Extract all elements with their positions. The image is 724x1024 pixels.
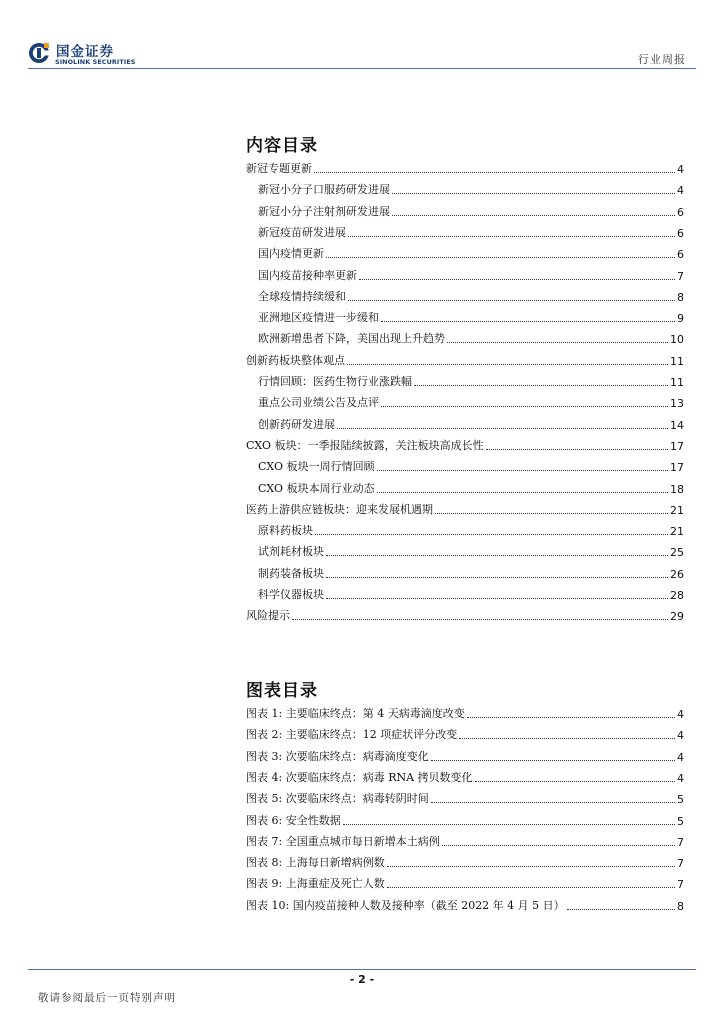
toc-entry[interactable] bbox=[246, 416, 684, 432]
toc-entry[interactable] bbox=[246, 352, 684, 368]
figure-entry[interactable] bbox=[246, 726, 684, 742]
figure-entry-label: 图表 8: 上海每日新增病例数 bbox=[246, 856, 385, 870]
toc-entry-page-number: 28 bbox=[670, 589, 684, 602]
toc-entry-label: 国内疫情更新 bbox=[258, 247, 324, 261]
dot-leader bbox=[326, 257, 675, 258]
toc-entry-page-number: 29 bbox=[670, 610, 684, 624]
dot-leader bbox=[292, 619, 668, 620]
dot-leader bbox=[326, 598, 668, 599]
logo-chinese-name: 国金证券 bbox=[56, 44, 114, 60]
toc-entry-label: 创新药板块整体观点 bbox=[246, 353, 345, 367]
dot-leader bbox=[326, 577, 668, 578]
toc-entry-label: 新冠小分子口服药研发进展 bbox=[258, 183, 390, 197]
toc-entry-label: 新冠专题更新 bbox=[246, 162, 312, 175]
toc-entry[interactable] bbox=[246, 224, 684, 240]
figure-entry-label: 图表 9: 上海重症及死亡人数 bbox=[246, 877, 385, 891]
toc-entry[interactable] bbox=[246, 522, 684, 538]
figure-entry-page-number: 8 bbox=[677, 899, 684, 913]
toc-entry-page-number: 18 bbox=[670, 482, 684, 496]
toc-entry-page-number: 26 bbox=[670, 567, 684, 581]
toc-entry-label: CXO 板块：一季报陆续披露，关注板块高成长性 bbox=[246, 438, 484, 452]
dot-leader bbox=[348, 300, 675, 301]
toc-entry-label: 原料药板块 bbox=[258, 524, 313, 538]
figure-entry-page-number: 4 bbox=[677, 750, 684, 764]
dot-leader bbox=[387, 866, 675, 867]
toc-entry-page-number: 11 bbox=[670, 376, 684, 389]
disclaimer-text: 敬请参阅最后一页特别声明 bbox=[38, 992, 176, 1004]
toc-entry[interactable] bbox=[246, 586, 684, 602]
dot-leader bbox=[381, 321, 675, 322]
figure-entry[interactable] bbox=[246, 875, 684, 891]
figure-entry-page-number: 5 bbox=[677, 814, 684, 828]
toc-entry-label: 欧洲新增患者下降，美国出现上升趋势 bbox=[258, 332, 445, 346]
toc-entry-label: 医药上游供应链板块：迎来发展机遇期 bbox=[246, 502, 433, 516]
header-divider bbox=[28, 68, 696, 69]
figure-entry[interactable] bbox=[246, 854, 684, 870]
toc-entry-page-number: 4 bbox=[677, 163, 684, 176]
dot-leader bbox=[431, 760, 675, 761]
figure-entry[interactable] bbox=[246, 769, 684, 785]
toc-entry-page-number: 6 bbox=[677, 226, 684, 240]
toc-entry-page-number: 25 bbox=[670, 546, 684, 560]
toc-entry-label: 重点公司业绩公告及点评 bbox=[258, 396, 379, 410]
dot-leader bbox=[567, 909, 675, 910]
report-type-label: 行业周报 bbox=[638, 53, 686, 66]
page-header bbox=[0, 0, 724, 72]
figure-entry-page-number: 4 bbox=[677, 771, 684, 785]
toc-entry-label: 新冠疫苗研发进展 bbox=[258, 225, 346, 239]
figure-entry-label: 图表 7: 全国重点城市每日新增本土病例 bbox=[246, 834, 440, 848]
page-number: - 2 - bbox=[349, 973, 375, 986]
toc-entry-page-number: 6 bbox=[677, 248, 684, 262]
dot-leader bbox=[459, 738, 675, 739]
dot-leader bbox=[431, 802, 675, 803]
toc-entry[interactable] bbox=[246, 394, 684, 410]
toc-entry-label: CXO 板块本周行业动态 bbox=[258, 481, 375, 495]
toc-entry[interactable] bbox=[246, 480, 684, 496]
logo-english-name: SINOLINK SECURITIES bbox=[55, 58, 136, 66]
figures-title: 图表目录 bbox=[246, 681, 318, 701]
figure-entry[interactable] bbox=[246, 748, 684, 764]
dot-leader bbox=[414, 385, 668, 386]
dot-leader bbox=[348, 236, 675, 237]
figure-entry[interactable] bbox=[246, 790, 684, 806]
toc-entry[interactable] bbox=[246, 565, 684, 581]
toc-entry-label: 制药装备板块 bbox=[258, 566, 324, 580]
figure-entry-label: 图表 3: 次要临床终点：病毒滴度变化 bbox=[246, 749, 429, 763]
toc-entry-page-number: 21 bbox=[670, 503, 684, 517]
toc-entry[interactable] bbox=[246, 309, 684, 325]
toc-title: 内容目录 bbox=[246, 136, 318, 156]
dot-leader bbox=[475, 781, 675, 782]
dot-leader bbox=[435, 513, 668, 514]
toc-entry-page-number: 9 bbox=[677, 312, 684, 326]
toc-entry[interactable] bbox=[246, 181, 684, 197]
toc-entry-page-number: 11 bbox=[670, 354, 684, 368]
figure-entry-page-number: 4 bbox=[677, 708, 684, 721]
dot-leader bbox=[337, 428, 668, 429]
figure-entry-label: 图表 5: 次要临床终点：病毒转阴时间 bbox=[246, 792, 429, 806]
dot-leader bbox=[392, 193, 675, 194]
toc-entry[interactable] bbox=[246, 330, 684, 346]
figure-entry-label: 图表 10: 国内疫苗接种人数及接种率（截至 2022 年 4 月 5 日） bbox=[246, 898, 565, 912]
toc-entry[interactable] bbox=[246, 458, 684, 474]
toc-entry[interactable] bbox=[246, 607, 684, 623]
footer-divider bbox=[28, 969, 696, 970]
toc-entry[interactable] bbox=[246, 437, 684, 453]
toc-entry-label: 创新药研发进展 bbox=[258, 417, 335, 431]
toc-entry-label: 科学仪器板块 bbox=[258, 588, 324, 601]
toc-entry-label: 行情回顾：医药生物行业涨跌幅 bbox=[258, 375, 412, 388]
figure-entry-label: 图表 6: 安全性数据 bbox=[246, 813, 341, 827]
toc-entry-label: 亚洲地区疫情进一步缓和 bbox=[258, 311, 379, 325]
toc-entry-page-number: 6 bbox=[677, 205, 684, 219]
figure-entry-page-number: 4 bbox=[677, 729, 684, 743]
figure-entry-label: 图表 4: 次要临床终点：病毒 RNA 拷贝数变化 bbox=[246, 770, 473, 784]
toc-entry-page-number: 13 bbox=[670, 397, 684, 411]
sinolink-logo-icon bbox=[28, 42, 50, 64]
dot-leader bbox=[314, 172, 675, 173]
toc-entry[interactable] bbox=[246, 373, 684, 389]
figure-entry[interactable] bbox=[246, 705, 684, 721]
toc-entry[interactable] bbox=[246, 245, 684, 261]
dot-leader bbox=[315, 534, 668, 535]
dot-leader bbox=[486, 449, 668, 450]
dot-leader bbox=[377, 492, 668, 493]
dot-leader bbox=[392, 215, 675, 216]
toc-entry[interactable] bbox=[246, 288, 684, 304]
dot-leader bbox=[447, 342, 668, 343]
figure-entry[interactable] bbox=[246, 897, 684, 913]
toc-entry-page-number: 17 bbox=[670, 439, 684, 453]
toc-entry-page-number: 14 bbox=[670, 418, 684, 432]
dot-leader bbox=[377, 470, 668, 471]
sinolink-logo bbox=[28, 40, 138, 70]
toc-entry-label: 新冠小分子注射剂研发进展 bbox=[258, 204, 390, 218]
toc-entry[interactable] bbox=[246, 203, 684, 219]
toc-entry-label: 试剂耗材板块 bbox=[258, 545, 324, 559]
toc-entry[interactable] bbox=[246, 160, 684, 176]
figure-entry-page-number: 7 bbox=[677, 835, 684, 849]
toc-entry-page-number: 4 bbox=[677, 184, 684, 198]
toc-entry-label: 国内疫苗接种率更新 bbox=[258, 268, 357, 282]
figure-entry-label: 图表 2: 主要临床终点：12 项症状评分改变 bbox=[246, 728, 458, 742]
dot-leader bbox=[442, 845, 675, 846]
figure-entry-page-number: 5 bbox=[677, 793, 684, 807]
toc-entry-label: CXO 板块一周行情回顾 bbox=[258, 460, 375, 474]
toc-entry-page-number: 7 bbox=[677, 269, 684, 283]
toc-entry-page-number: 17 bbox=[670, 461, 684, 475]
dot-leader bbox=[359, 279, 675, 280]
toc-entry[interactable] bbox=[246, 501, 684, 517]
dot-leader bbox=[467, 717, 675, 718]
dot-leader bbox=[343, 824, 675, 825]
figure-entry-label: 图表 1: 主要临床终点：第 4 天病毒滴度改变 bbox=[246, 707, 465, 720]
dot-leader bbox=[381, 406, 668, 407]
dot-leader bbox=[387, 887, 675, 888]
figure-entry-page-number: 7 bbox=[677, 878, 684, 892]
figure-entry[interactable] bbox=[246, 812, 684, 828]
dot-leader bbox=[326, 555, 668, 556]
toc-entry[interactable] bbox=[246, 543, 684, 559]
toc-entry-label: 全球疫情持续缓和 bbox=[258, 289, 346, 303]
toc-entry-page-number: 21 bbox=[670, 525, 684, 539]
toc-entry-label: 风险提示 bbox=[246, 609, 290, 623]
toc-entry-page-number: 10 bbox=[670, 333, 684, 347]
figure-entry-page-number: 7 bbox=[677, 857, 684, 871]
toc-entry[interactable] bbox=[246, 267, 684, 283]
toc-entry-page-number: 8 bbox=[677, 290, 684, 304]
figure-entry[interactable] bbox=[246, 833, 684, 849]
dot-leader bbox=[347, 364, 668, 365]
